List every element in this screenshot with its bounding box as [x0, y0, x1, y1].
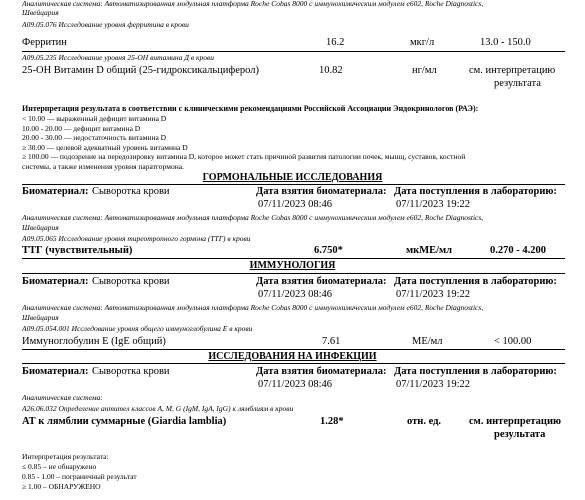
ige-value: 7.61 [322, 336, 341, 347]
giardia-analyzer: Аналитическая система: [22, 393, 103, 402]
giardia-interp-title: Интерпретация результата: [22, 452, 109, 461]
take-date-label: Дата взятия биоматериала: [256, 276, 387, 287]
giardia-interp-line: ≤ 0.85 – не обнаружено [22, 462, 97, 471]
vitd-interp-line: 20.00 - 30.00 — недостаточность витамина D [22, 133, 167, 142]
giardia-code: A26.06.032 Определение антител классов A, M, G (IgM, IgA, IgG) к лямблиям в крови [22, 404, 294, 413]
ferritin-unit: мкг/л [410, 37, 435, 48]
vitd-value: 10.82 [319, 65, 343, 76]
tsh-analyzer-cont: Швейцария [22, 223, 59, 232]
tsh-name: ТТГ (чувствительный) [22, 245, 133, 256]
biomaterial-value: Сыворотка крови [92, 276, 170, 287]
biomaterial-label: Биоматериал: [22, 276, 89, 287]
vitd-interp-line: ≥ 100.00 — подозрение на передозировку витамина D, которое может стать причиной развития патологии почек, мышц, суставов, костной [22, 152, 466, 161]
ferritin-code: A09.05.076 Исследование уровня ферритина в крови [22, 20, 189, 29]
tsh-ref: 0.270 - 4.200 [490, 245, 546, 256]
divider [22, 184, 565, 185]
giardia-name: АТ к лямблии суммарные (Giardia lamblia) [22, 416, 227, 427]
biomaterial-value: Сыворотка крови [92, 366, 170, 377]
vitd-interp-line: ≥ 30.00 — целевой адекватный уровень витамина D [22, 143, 188, 152]
receive-date-label: Дата поступления в лабораторию: [394, 186, 557, 197]
tsh-analyzer: Аналитическая система: Автоматизированная модульная платформа Roche Cobas 8000 с иммунохимическим модулем e602, Roche Diagnostics, [22, 213, 484, 222]
divider [22, 273, 565, 274]
divider [22, 51, 565, 52]
tsh-unit: мкМЕ/мл [406, 245, 453, 256]
giardia-ref-line2: результата [494, 429, 546, 440]
biomaterial-label: Биоматериал: [22, 186, 89, 197]
take-date-value: 07/11/2023 08:46 [258, 379, 332, 390]
ige-analyzer: Аналитическая система: Автоматизированная модульная платформа Roche Cobas 8000 с иммунохимическим модулем e602, Roche Diagnostics, [22, 303, 484, 312]
ferritin-ref: 13.0 - 150.0 [480, 37, 531, 48]
section-title-immunology: ИММУНОЛОГИЯ [249, 260, 336, 271]
vitd-ref-line2: результата [494, 78, 541, 89]
divider [22, 363, 565, 364]
take-date-label: Дата взятия биоматериала: [256, 366, 387, 377]
section-title-infections: ИССЛЕДОВАНИЯ НА ИНФЕКЦИИ [208, 351, 377, 362]
section-title-hormonal: ГОРМОНАЛЬНЫЕ ИССЛЕДОВАНИЯ [202, 172, 383, 183]
receive-date-value: 07/11/2023 19:22 [396, 379, 470, 390]
vitd-ref-line1: см. интерпретацию [469, 65, 556, 76]
giardia-ref-line1: см. интерпретацию [469, 416, 562, 427]
tsh-value: 6.750* [314, 245, 343, 256]
vitd-interp-title: Интерпретация результата в соответствии с клиническими рекомендациями Российской Ассоциации Эндокринологов (РАЭ): [22, 104, 479, 113]
ige-ref: < 100.00 [494, 336, 532, 347]
vitd-unit: нг/мл [412, 65, 437, 76]
receive-date-label: Дата поступления в лабораторию: [394, 366, 557, 377]
biomaterial-value: Сыворотка крови [92, 186, 170, 197]
ige-analyzer-cont: Швейцария [22, 313, 59, 322]
ferritin-analyzer: Аналитическая система: Автоматизированная модульная платформа Roche Cobas 8000 с иммунохимическим модулем e602, Roche Diagnostics, [22, 0, 484, 8]
receive-date-label: Дата поступления в лабораторию: [394, 276, 557, 287]
vitd-interp-line: системы, а также изменения уровня паратгормона. [22, 162, 184, 171]
receive-date-value: 07/11/2023 19:22 [396, 199, 470, 210]
ige-name: Иммуноглобулин E (IgE общий) [22, 336, 166, 347]
ige-unit: МЕ/мл [412, 336, 443, 347]
take-date-value: 07/11/2023 08:46 [258, 199, 332, 210]
take-date-label: Дата взятия биоматериала: [256, 186, 387, 197]
giardia-interp-line: ≥ 1.00 – ОБНАРУЖЕНО [22, 482, 101, 491]
vitd-interp-line: < 10.00 — выраженный дефицит витамина D [22, 114, 167, 123]
receive-date-value: 07/11/2023 19:22 [396, 289, 470, 300]
ferritin-value: 16.2 [326, 37, 345, 48]
tsh-code: A09.05.065 Исследование уровня тиреотропного гормона (ТТГ) в крови [22, 234, 251, 243]
ige-code: A09.05.054.001 Исследование уровня общего иммуноглобулина E в крови [22, 324, 253, 333]
biomaterial-label: Биоматериал: [22, 366, 89, 377]
giardia-interp-line: 0.85 - 1.00 – пограничный результат [22, 472, 137, 481]
divider [22, 349, 565, 350]
giardia-unit: отн. ед. [407, 416, 442, 427]
vitd-name: 25-ОН Витамин D общий (25-гидроксикальциферол) [22, 65, 259, 76]
vitd-interp-line: 10.00 - 20.00 — дефицит витамина D [22, 124, 141, 133]
giardia-value: 1.28* [320, 416, 344, 427]
ferritin-analyzer-cont: Швейцария [22, 8, 59, 17]
ferritin-name: Ферритин [22, 37, 67, 48]
divider [22, 258, 565, 259]
take-date-value: 07/11/2023 08:46 [258, 289, 332, 300]
vitd-code: A09.05.235 Исследование уровня 25-ОН витамина Д в крови [22, 53, 215, 62]
